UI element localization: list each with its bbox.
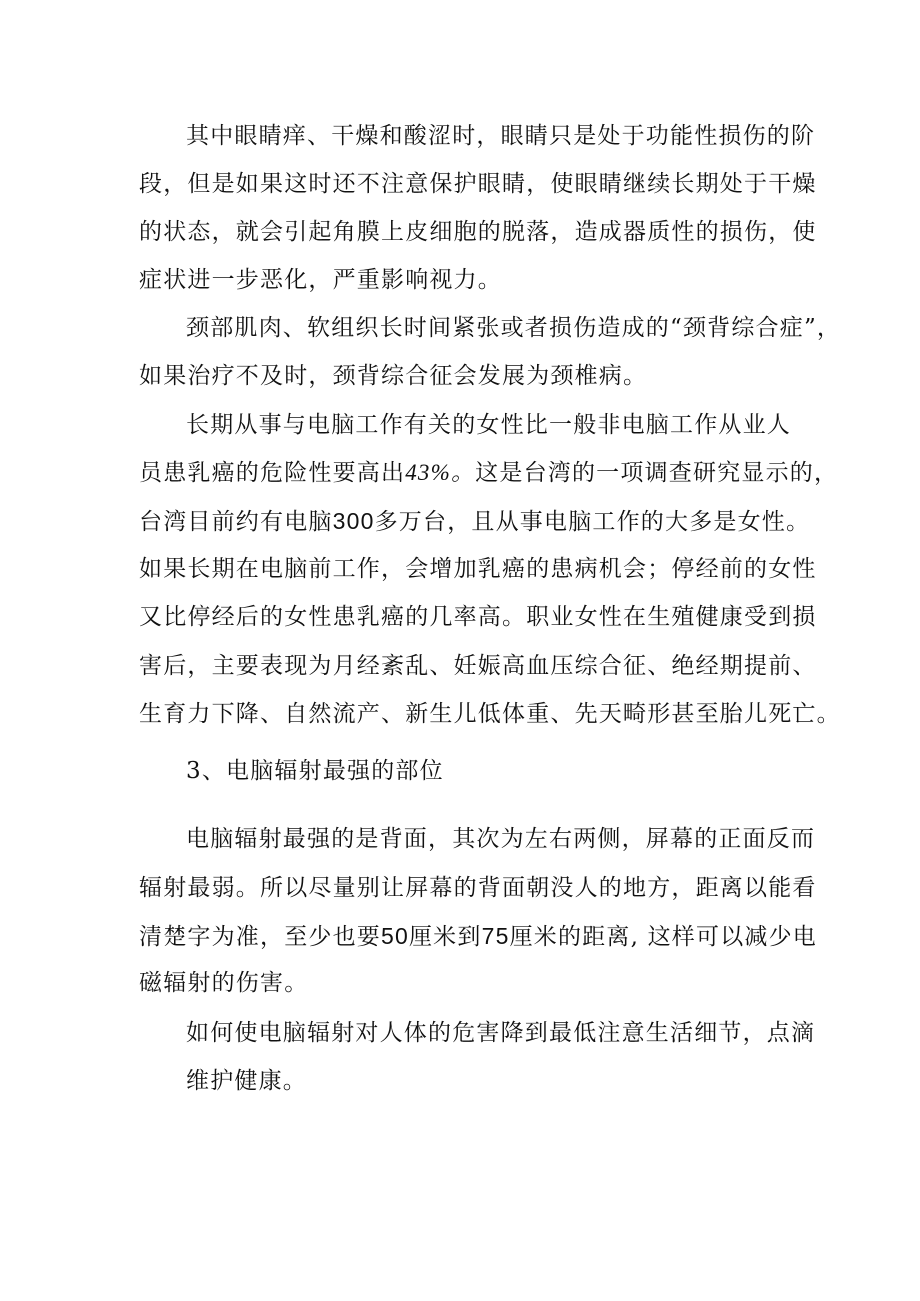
text-segment: 厘米的距离 xyxy=(509,924,631,950)
text-line: 害后，主要表现为月经紊乱、妊娠高血压综合征、绝经期提前、 xyxy=(139,653,817,679)
number-value: 75 xyxy=(481,923,510,949)
text-line: 症状进一步恶化，严重影响视力。 xyxy=(139,267,502,293)
text-line: 段，但是如果这时还不注意保护眼睛，使眼睛继续长期处于干燥 xyxy=(139,171,817,197)
text-line: 的状态，就会引起角膜上皮细胞的脱落，造成器质性的损伤，使 xyxy=(139,219,817,245)
text-line: 维护健康。 xyxy=(186,1068,307,1094)
text-line: 如何使电脑辐射对人体的危害降到最低注意生活细节，点滴 xyxy=(186,1020,816,1046)
text-line: 其中眼睛痒、干燥和酸涩时，眼睛只是处于功能性损伤的阶 xyxy=(186,123,816,149)
text-segment: 这是台湾的一项调查研究显示的， xyxy=(475,460,839,486)
text-segment: 多万台，且从事电脑工作的大多是女性。 xyxy=(374,509,811,535)
text-line: 长期从事与电脑工作有关的女性比一般非电脑工作从业人 xyxy=(186,412,791,438)
text-segment: , 这样可以减少电 xyxy=(630,924,818,950)
text-line: 辐射最弱。所以尽量别让屏幕的背面朝没人的地方，距离以能看 xyxy=(139,875,817,901)
text-line: 又比停经后的女性患乳癌的几率高。职业女性在生殖健康受到损 xyxy=(139,604,817,630)
text-segment: 台湾目前约有电脑 xyxy=(139,509,333,535)
text-segment: 员患乳癌的危险性要高出 xyxy=(139,460,406,486)
text-line xyxy=(139,921,817,952)
percent-value: 43%。 xyxy=(405,460,476,485)
text-line: 如果治疗不及时，颈背综合征会发展为颈椎病。 xyxy=(139,363,648,389)
section-heading: 3、电脑辐射最强的部位 xyxy=(186,758,444,784)
text-line: 磁辐射的伤害。 xyxy=(139,970,309,996)
number-value: 300 xyxy=(332,508,375,534)
text-line xyxy=(139,506,810,537)
text-line: 颈部肌肉、软组织长时间紧张或者损伤造成的“颈背综合症”， xyxy=(186,315,842,341)
text-line xyxy=(139,458,838,488)
number-value: 50 xyxy=(381,923,409,949)
text-line: 电脑辐射最强的是背面，其次为左右两侧，屏幕的正面反而 xyxy=(186,826,816,852)
text-segment: 清楚字为准，至少也要 xyxy=(139,924,381,950)
text-line: 如果长期在电脑前工作，会增加乳癌的患病机会；停经前的女性 xyxy=(139,556,817,582)
text-line: 生育力下降、自然流产、新生儿低体重、先天畸形甚至胎儿死亡。 xyxy=(139,701,841,727)
text-segment: 厘米到 xyxy=(408,924,482,950)
